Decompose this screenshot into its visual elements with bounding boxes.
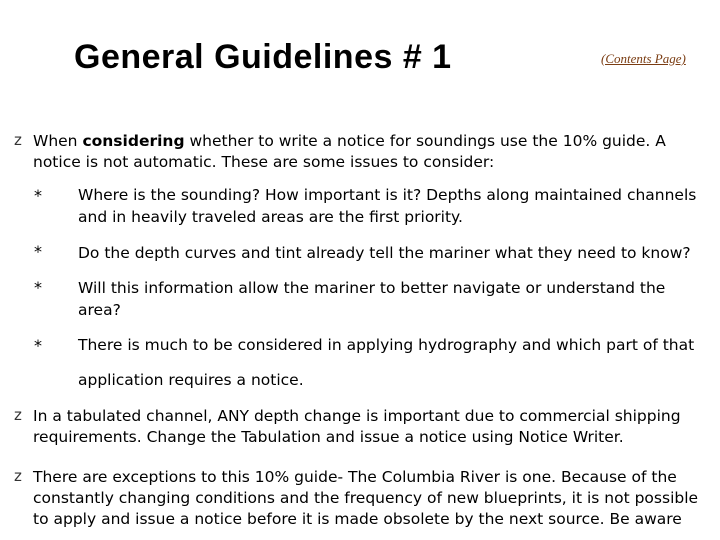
sub-item-text-continued: application requires a notice. (78, 371, 304, 389)
bullet-text-bold: considering (82, 132, 185, 150)
sub-item-marker: * (34, 278, 42, 297)
bullet-marker: z (14, 131, 22, 149)
page-title: General Guidelines # 1 (74, 38, 452, 76)
bullet-marker: z (14, 467, 22, 485)
bullet-marker: z (14, 406, 22, 424)
bullet-text-suffix: whether to write a notice for soundings use the 10% guide. A notice is not automatic. These are some issues to consider: (33, 132, 666, 171)
bullet-text: In a tabulated channel, ANY depth change is important due to commercial shipping requirements. Change the Tabulation and issue a notice using Notice Writer. (33, 407, 681, 446)
bullet-text-prefix: When (33, 132, 83, 150)
contents-page-link[interactable]: (Contents Page) (601, 51, 686, 66)
bullet-text (33, 131, 717, 173)
sub-item-text: Do the depth curves and tint already tell the mariner what they need to know? (78, 244, 691, 262)
sub-item-text: There is much to be considered in applying hydrography and which part of that (78, 336, 695, 354)
sub-item-text: Will this information allow the mariner to better navigate or understand the area? (78, 279, 666, 319)
sub-item-marker: * (34, 186, 42, 205)
sub-item-marker: * (34, 242, 42, 261)
sub-item-text: Where is the sounding? How important is it? Depths along maintained channels and in heavily traveled areas are the first priority. (78, 186, 697, 226)
sub-item-marker: * (34, 336, 42, 355)
bullet-text: There are exceptions to this 10% guide- The Columbia River is one. Because of the constantly changing conditions and the frequency of new blueprints, it is not possible to apply and issue a notice before it is made obsolete by the next source. Be aware (33, 468, 699, 528)
